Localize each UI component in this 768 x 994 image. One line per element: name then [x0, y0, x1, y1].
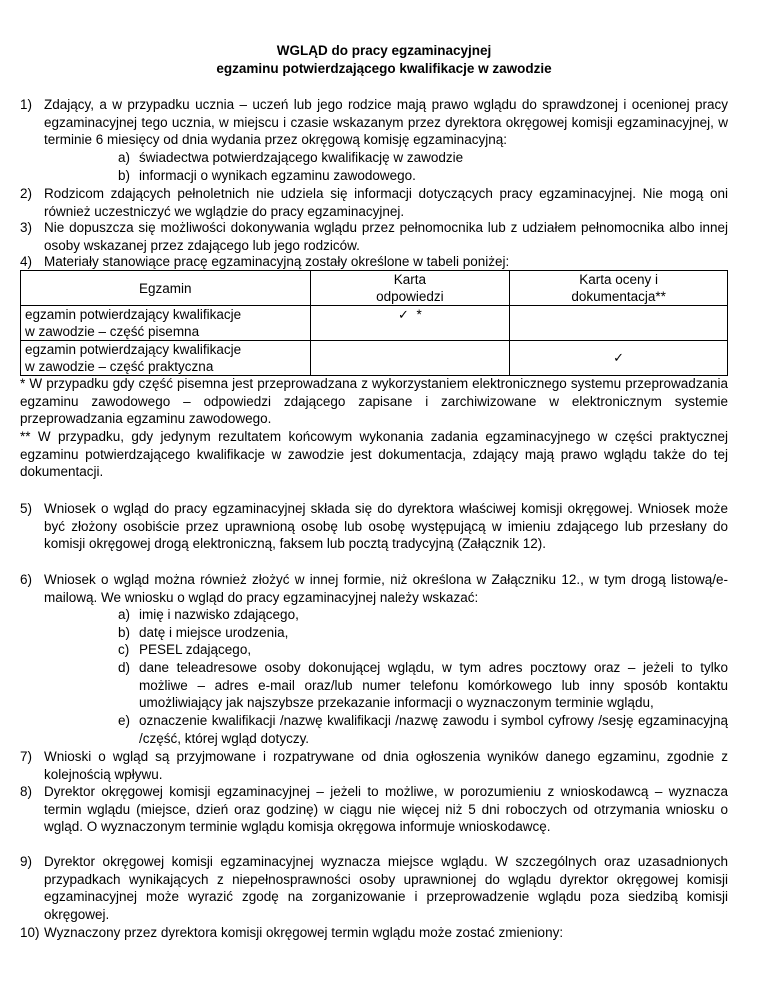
item-4-text: Materiały stanowiące pracę egzaminacyjną zostały określone w tabeli poniżej: [44, 254, 510, 269]
footnote-single-star: * W przypadku gdy część pisemna jest przeprowadzana z wykorzystaniem elektronicznego systemu przeprowadzania egzaminu zawodowego – odpowiedzi zdającego zapisane i zarchiwizowane w elektronicznym systemie przeprowadzania egzaminu zawodowego. [20, 376, 728, 427]
row-2-answer-cell [310, 341, 510, 376]
row-1-exam [21, 306, 311, 341]
item-7-text: Wnioski o wgląd są przyjmowane i rozpatrywane od dnia ogłoszenia wyników danego egzaminu, zgodnie z kolejnością wpływu. [44, 749, 728, 782]
item-5-number: 5) [20, 501, 33, 516]
header-exam: Egzamin [21, 271, 311, 306]
materials-table [20, 270, 728, 376]
item-9-number: 9) [20, 854, 33, 869]
item-6-text: Wniosek o wgląd można również złożyć w innej formie, niż określona w Załączniku 12., w tym drogą listową/e-mailową. We wniosku o wgląd do pracy egzaminacyjnej należy wskazać: [44, 572, 728, 605]
item-6c-number: c) [118, 642, 130, 657]
item-6e-number: e) [118, 713, 131, 728]
table-row [21, 341, 728, 376]
item-2-text: Rodzicom zdających pełnoletnich nie udziela się informacji dotyczących pracy egzaminacyjnej. Nie mogą oni również uczestniczyć we wglądzie do pracy egzaminacyjnej. [44, 186, 728, 219]
row-1-exam-line2: w zawodzie – część pisemna [25, 324, 200, 339]
item-5-text: Wniosek o wgląd do pracy egzaminacyjnej składa się do dyrektora właściwej komisji okręgowej. Wniosek może być złożony osobiście przez uprawnioną osobę lub osobę występującą w imieniu zdającego lub przesłany do komisji okręgowej drogą elektroniczną, faksem lub pocztą tradycyjną (Załącznik 12). [44, 501, 728, 552]
item-6c-text: PESEL zdającego, [139, 642, 252, 657]
row-1-answer-check-icon: ✓ [398, 308, 409, 323]
row-1-answer-cell [310, 306, 510, 341]
item-3-text: Nie dopuszcza się możliwości dokonywania wglądu przez pełnomocnika lub z udziałem pełnomocnika albo innej osoby wskazanej przez zdającego lub jego rodziców. [44, 220, 728, 253]
row-2-eval-check-icon: ✓ [613, 351, 625, 366]
item-4-number: 4) [20, 254, 33, 269]
item-10-text: Wyznaczony przez dyrektora komisji okręgowej termin wglądu może zostać zmieniony: [44, 925, 564, 940]
header-answer-card-line2: odpowiedzi [376, 289, 444, 304]
item-7-number: 7) [20, 749, 33, 764]
row-1-answer-note: * [416, 307, 422, 322]
item-9-text: Dyrektor okręgowej komisji egzaminacyjnej wyznacza miejsce wglądu. W szczególnych oraz uzasadnionych przypadkach wynikających z niepełnosprawności osoby uprawnionej do wglądu dyrektor okręgowej komisji egzaminacyjnej może wyrazić zgodę na zorganizowanie i przeprowadzenie wglądu poza siedzibą komisji okręgowej. [44, 854, 728, 922]
item-6b-text: datę i miejsce urodzenia, [139, 625, 289, 640]
item-2-number: 2) [20, 186, 33, 201]
item-1b-number: b) [118, 168, 131, 183]
row-2-exam [21, 341, 311, 376]
row-1-eval-cell [510, 306, 728, 341]
item-6a-number: a) [118, 607, 131, 622]
header-answer-card-line1: Karta [393, 272, 427, 287]
row-2-exam-line1: egzamin potwierdzający kwalifikacje [25, 342, 242, 357]
item-1-text: Zdający, a w przypadku ucznia – uczeń lub jego rodzice mają prawo wglądu do sprawdzonej i ocenionej pracy egzaminacyjnej tego ucznia, w miejscu i czasie wskazanym przez dyrektora okręgowej komisji egzaminacyjnej, w terminie 6 miesięcy od dnia wydania przez okręgową komisję egzaminacyjną: [44, 97, 728, 148]
item-6b-number: b) [118, 625, 131, 640]
item-6-number: 6) [20, 572, 33, 587]
item-8-number: 8) [20, 784, 33, 799]
item-6a-text: imię i nazwisko zdającego, [139, 607, 299, 622]
header-eval-card-line1: Karta oceny i [579, 272, 659, 287]
row-1-exam-line1: egzamin potwierdzający kwalifikacje [25, 307, 242, 322]
table-row [21, 306, 728, 341]
footnote-double-star: ** W przypadku, gdy jedynym rezultatem końcowym wykonania zadania egzaminacyjnego w części praktycznej egzaminu potwierdzającego kwalifikacje w zawodzie jest dokumentacja, zdający mają prawo wglądu także do tej dokumentacji. [20, 429, 728, 480]
row-2-eval-cell [510, 341, 728, 376]
item-10-number: 10) [20, 925, 40, 940]
item-6e-text: oznaczenie kwalifikacji /nazwę kwalifikacji /nazwę zawodu i symbol cyfrowy /sesję egzaminacyjną /część, której wgląd dotyczy. [139, 713, 728, 746]
item-1a-number: a) [118, 150, 131, 165]
item-1b-text: informacji o wynikach egzaminu zawodowego. [139, 168, 416, 183]
header-eval-card-line2: dokumentacja** [571, 289, 666, 304]
header-eval-card [510, 271, 728, 306]
row-2-exam-line2: w zawodzie – część praktyczna [25, 359, 214, 374]
item-3-number: 3) [20, 220, 33, 235]
document-title-line2: egzaminu potwierdzającego kwalifikacje w zawodzie [216, 61, 552, 76]
document-title-line1: WGLĄD do pracy egzaminacyjnej [276, 43, 492, 58]
item-6d-text: dane teleadresowe osoby dokonującej wglądu, w tym adres pocztowy oraz – jeżeli to tylko możliwe – adres e-mail oraz/lub numer telefonu komórkowego lub inny sposób kontaktu umożliwiający jak najszybsze przekazanie informacji o wyznaczonym terminie wglądu, [139, 660, 728, 711]
item-8-text: Dyrektor okręgowej komisji egzaminacyjnej – jeżeli to możliwe, w porozumieniu z wnioskodawcą – wyznacza termin wglądu (miejsce, dzień oraz godzinę) w ciągu nie więcej niż 5 dni roboczych od otrzymania wniosku o wgląd. O wyznaczonym terminie wglądu komisja okręgowa informuje wnioskodawcę. [44, 784, 728, 835]
table-header-row [21, 271, 728, 306]
item-6d-number: d) [118, 660, 131, 675]
item-1-number: 1) [20, 97, 33, 112]
header-answer-card [310, 271, 510, 306]
item-1a-text: świadectwa potwierdzającego kwalifikację w zawodzie [139, 150, 464, 165]
